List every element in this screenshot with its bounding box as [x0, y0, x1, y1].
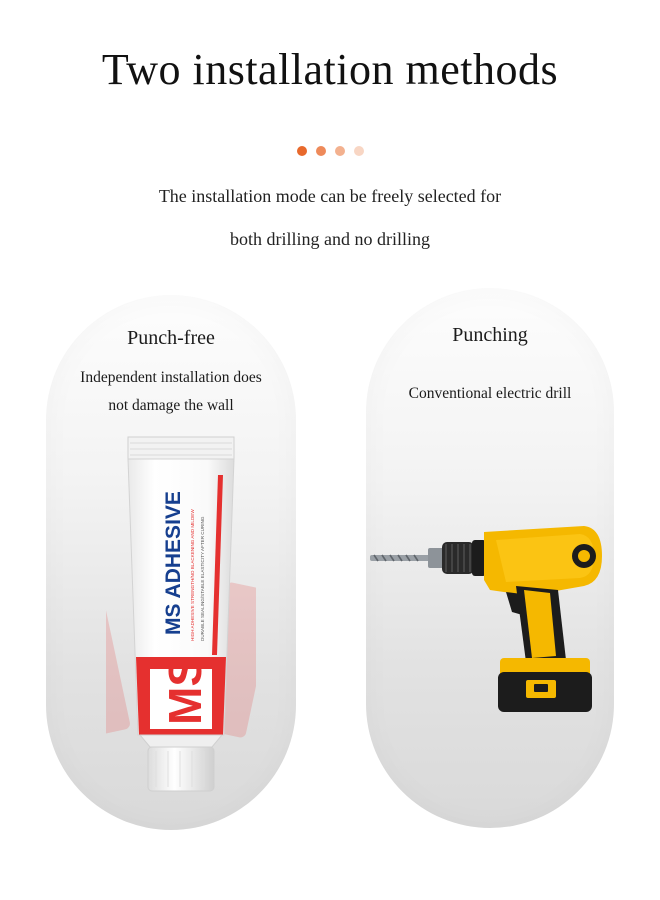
subtitle-line-2: both drilling and no drilling — [230, 229, 430, 249]
method-description — [46, 364, 296, 420]
electric-drill-icon — [366, 508, 614, 718]
subtitle-line-1: The installation mode can be freely selected for — [158, 186, 502, 206]
decorative-dots — [0, 146, 660, 158]
dot-1 — [297, 146, 307, 156]
dot-2 — [316, 146, 326, 156]
method-card-punching — [366, 288, 614, 828]
dot-4 — [354, 146, 364, 156]
method-description-line-1: Independent installation does — [80, 369, 262, 386]
method-title: Punching — [452, 324, 528, 346]
method-title: Punch-free — [127, 327, 215, 349]
method-description-line-1: Conventional electric drill — [408, 385, 572, 402]
dot-3 — [335, 146, 345, 156]
adhesive-tube-icon — [106, 435, 256, 805]
tube-tagline-2: DURABLE SEALING/STABLE ELASTICITY AFTER CURING — [200, 516, 205, 641]
tube-tagline-1: HIGH ADHESIVE STRENGTH/NO BLACKENING AND MILDEW — [190, 509, 195, 641]
page-title: Two installation methods — [101, 45, 559, 94]
method-description — [366, 380, 614, 408]
method-card-punch-free — [46, 295, 296, 830]
tube-badge-text: MS — [159, 656, 211, 725]
method-description-line-2: not damage the wall — [108, 397, 234, 414]
tube-brand-text: MS ADHESIVE — [162, 491, 185, 635]
